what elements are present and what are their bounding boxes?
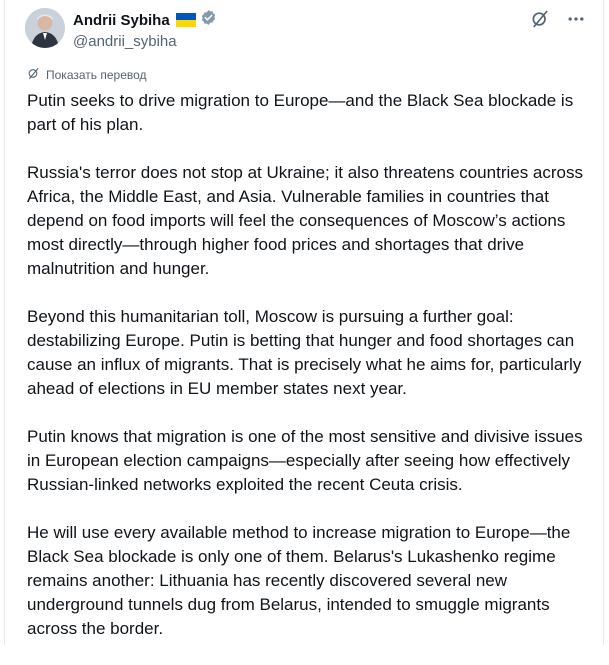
show-translation-link[interactable]: [27, 67, 147, 83]
ukraine-flag-icon: [176, 13, 196, 27]
author-name-row: [73, 10, 217, 30]
translate-icon: [27, 67, 40, 83]
grok-icon[interactable]: [529, 8, 551, 30]
avatar[interactable]: [25, 8, 65, 48]
show-translation-label: Показать перевод: [46, 68, 147, 82]
tweet-paragraph: Beyond this humanitarian toll, Moscow is pursuing a further goal: destabilizing Europe. Putin is betting that hunger and food shortages can cause an influx of migrants. That is precisely what he aims for, particularly ahead of elections in EU member states next year.: [27, 307, 582, 398]
verified-badge-icon: [200, 9, 217, 31]
tweet-paragraph: Putin knows that migration is one of the most sensitive and divisive issues in European election campaigns—especially after seeing how effectively Russian-linked networks exploited the recent Ceuta crisis.: [27, 427, 583, 494]
tweet-paragraph: Putin seeks to drive migration to Europe—and the Black Sea blockade is part of his plan.: [27, 91, 574, 134]
tweet-text: [27, 89, 595, 665]
tweet-card: [4, 0, 604, 645]
more-dots-icon[interactable]: [565, 8, 587, 30]
tweet-top-actions: [529, 8, 587, 30]
tweet-paragraph: He will use every available method to increase migration to Europe—the Black Sea blockade is only one of them. Belarus's Lukashenko regime remains another: Lithuania has recently discovered several new underground tunnels dug from Belarus, intended to smuggle migrants across the border.: [27, 523, 571, 638]
author-display-name[interactable]: Andrii Sybiha: [73, 11, 170, 29]
tweet-paragraph: Russia's terror does not stop at Ukraine; it also threatens countries across Africa, the Middle East, and Asia. Vulnerable families in countries that depend on food imports will feel the consequences of Moscow’s actions most directly—through higher food prices and shortages that drive malnutrition and hunger.: [27, 163, 584, 278]
author-handle[interactable]: @andrii_sybiha: [73, 33, 177, 50]
